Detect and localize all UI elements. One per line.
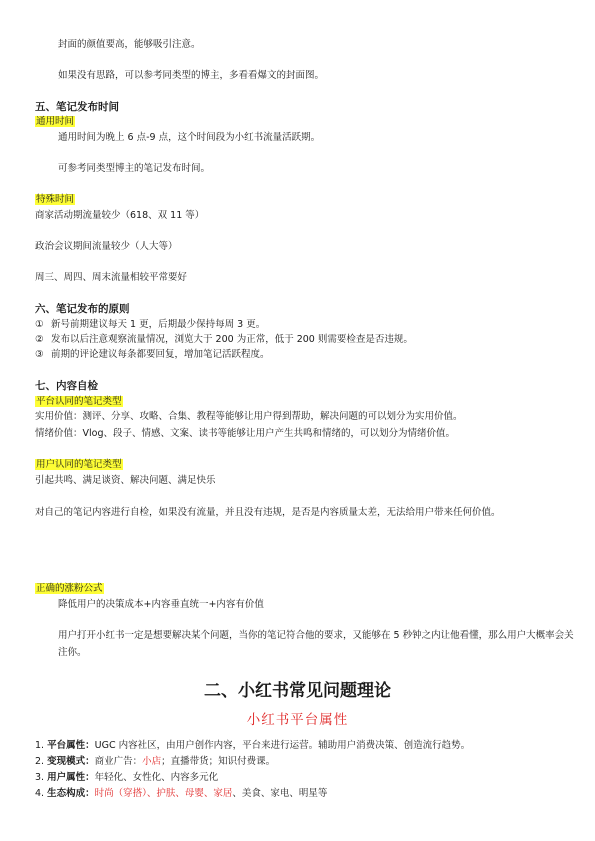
- attribute-text: UGC 内容社区，由用户创作内容，平台来进行运营。辅助用户消费决策、创造流行趋势。: [94, 740, 471, 751]
- highlight-platform-types: 平台认同的笔记类型: [36, 396, 122, 407]
- principle-number: ①: [35, 319, 44, 330]
- principle-item: [35, 318, 265, 331]
- general-time-text: 通用时间为晚上 6 点-9 点，这个时间段为小红书流量活跃期。: [58, 132, 321, 143]
- attribute-label: 生态构成：: [47, 788, 95, 799]
- attribute-item: [35, 755, 275, 768]
- attribute-number: 4.: [35, 788, 45, 799]
- highlight-general-time: 通用时间: [36, 116, 75, 127]
- platform-attributes-subtitle: 小红书平台属性: [246, 712, 349, 728]
- follower-reason-text: 用户打开小红书一定是想要解决某个问题，当你的笔记符合他的要求，又能够在 5 秒钟之内让他看懂，那么用户大概率会关注你。: [58, 630, 574, 658]
- attribute-highlight-text: 小店: [142, 756, 162, 767]
- attribute-text: 商业广告：: [94, 756, 143, 767]
- attribute-text-tail: ；直播带货；知识付费课。: [161, 756, 276, 767]
- cover-reference-text: 如果没有思路，可以参考同类型的博主，多看看爆文的封面图。: [58, 70, 325, 81]
- principle-item: [35, 333, 413, 346]
- principle-text: 新号前期建议每天 1 更，后期最少保持每周 3 更。: [51, 319, 266, 330]
- principle-item: [35, 348, 270, 361]
- user-types-text: 引起共鸣、满足谈资、解决问题、满足快乐: [35, 475, 216, 486]
- principle-number: ③: [35, 349, 44, 360]
- attribute-item: [35, 739, 470, 752]
- special-time-text-3: 周三、周四、周末流量相较平常要好: [35, 272, 188, 283]
- principle-text: 前期的评论建议每条都要回复，增加笔记活跃程度。: [51, 349, 270, 360]
- reference-time-text: 可参考同类型博主的笔记发布时间。: [58, 163, 211, 174]
- part-2-title: 二、小红书常见问题理论: [204, 681, 391, 701]
- principle-text: 发布以后注意观察流量情况，浏览大于 200 为正常，低于 200 则需要检查是否违规。: [51, 334, 413, 345]
- attribute-item: [35, 787, 327, 800]
- emotional-value-text: 情绪价值：Vlog、段子、情感、文案、读书等能够让用户产生共鸣和情绪的，可以划分为情绪价值。: [35, 428, 455, 439]
- self-check-text: 对自己的笔记内容进行自检，如果没有流量，并且没有违规，是否是内容质量太差，无法给用户带来任何价值。: [35, 507, 501, 518]
- attribute-label: 平台属性：: [47, 740, 95, 751]
- attribute-item: [35, 771, 218, 784]
- cover-appeal-text: 封面的颜值要高，能够吸引注意。: [58, 39, 201, 50]
- attribute-number: 1.: [35, 740, 45, 751]
- section-6-heading: 六、笔记发布的原则: [35, 303, 130, 315]
- special-time-text-2: 政治会议期间流量较少（人大等）: [35, 241, 178, 252]
- highlight-special-time: 特殊时间: [36, 194, 75, 205]
- highlight-user-types: 用户认同的笔记类型: [36, 459, 122, 470]
- attribute-text: 年轻化、女性化、内容多元化: [94, 772, 219, 783]
- special-time-text-1: 商家活动期流量较少（618、双 11 等）: [35, 210, 205, 221]
- attribute-highlight-text: 时尚（穿搭）、护肤、母婴、家居: [94, 788, 233, 799]
- attribute-label: 变现模式：: [47, 756, 95, 767]
- attribute-label: 用户属性：: [47, 772, 95, 783]
- follower-formula-text: 降低用户的决策成本+内容垂直统一+内容有价值: [58, 599, 264, 610]
- attribute-number: 3.: [35, 772, 45, 783]
- attribute-number: 2.: [35, 756, 45, 767]
- highlight-follower-formula: 正确的涨粉公式: [36, 583, 103, 594]
- section-5-heading: 五、笔记发布时间: [35, 101, 119, 113]
- principle-number: ②: [35, 334, 44, 345]
- attribute-text-tail: 、美食、家电、明星等: [232, 788, 328, 799]
- practical-value-text: 实用价值：测评、分享、攻略、合集、教程等能够让用户得到帮助，解决问题的可以划分为实用价值。: [35, 411, 463, 422]
- section-7-heading: 七、内容自检: [35, 380, 98, 392]
